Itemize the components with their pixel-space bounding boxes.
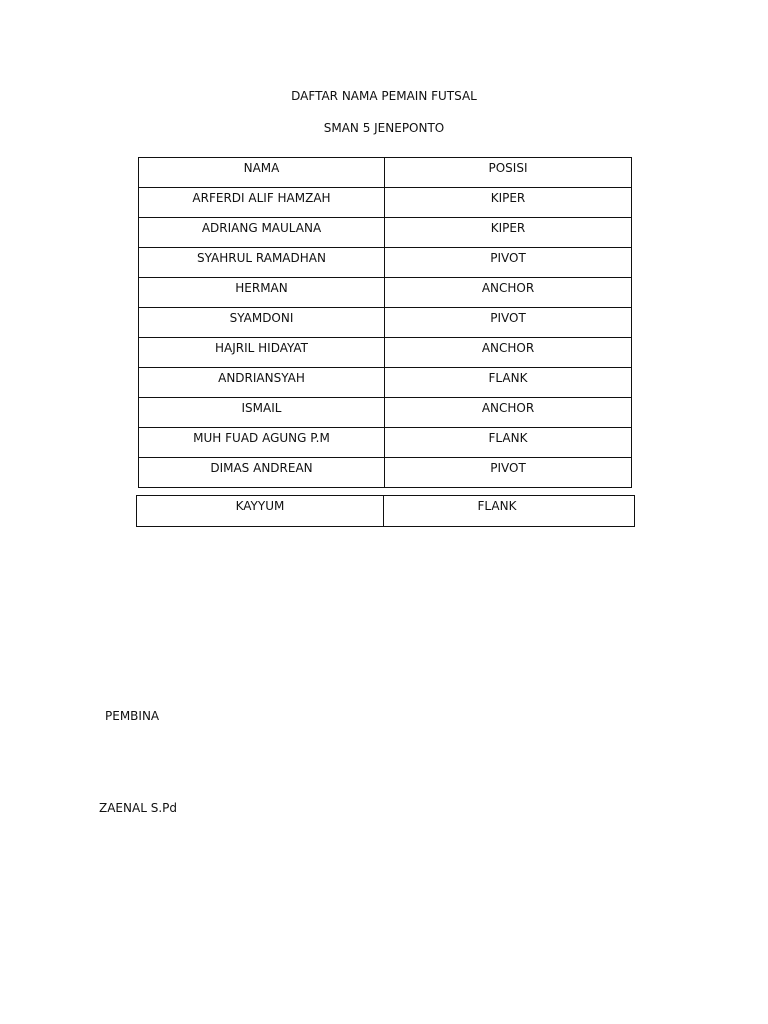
player-name-cell: DIMAS ANDREAN [139, 458, 385, 488]
header-posisi: POSISI [385, 158, 632, 188]
player-position-cell: PIVOT [385, 458, 632, 488]
player-position-cell: KIPER [385, 188, 632, 218]
player-position-cell: FLANK [385, 428, 632, 458]
player-position-cell: PIVOT [385, 308, 632, 338]
player-name-cell: ARFERDI ALIF HAMZAH [139, 188, 385, 218]
player-name-cell: ISMAIL [139, 398, 385, 428]
signatory-name: ZAENAL S.Pd [99, 801, 177, 815]
player-position-cell: ANCHOR [385, 278, 632, 308]
player-name-cell: ANDRIANSYAH [139, 368, 385, 398]
signatory-role: PEMBINA [105, 709, 160, 723]
player-name-cell: KAYYUM [137, 496, 384, 527]
table-row [139, 188, 632, 218]
table-row [139, 368, 632, 398]
table-row [139, 458, 632, 488]
player-position-cell: ANCHOR [385, 398, 632, 428]
table-row [139, 428, 632, 458]
table-row [139, 218, 632, 248]
player-name-cell: ADRIANG MAULANA [139, 218, 385, 248]
player-name-cell: MUH FUAD AGUNG P.M [139, 428, 385, 458]
player-table [138, 157, 632, 488]
player-name-cell: SYAHRUL RAMADHAN [139, 248, 385, 278]
player-name-cell: HERMAN [139, 278, 385, 308]
table-row [139, 248, 632, 278]
player-position-cell: KIPER [385, 218, 632, 248]
player-position-cell: FLANK [385, 368, 632, 398]
header-nama: NAMA [139, 158, 385, 188]
player-table-body [139, 158, 632, 488]
table-header-row [139, 158, 632, 188]
extra-player-table [136, 495, 635, 527]
document-subtitle: SMAN 5 JENEPONTO [323, 121, 445, 135]
player-position-cell: ANCHOR [385, 338, 632, 368]
table-row [139, 278, 632, 308]
table-row [139, 308, 632, 338]
player-name-cell: HAJRIL HIDAYAT [139, 338, 385, 368]
player-position-cell: PIVOT [385, 248, 632, 278]
table-row [137, 496, 635, 527]
document-title: DAFTAR NAMA PEMAIN FUTSAL [291, 89, 477, 103]
extra-player-table-body [137, 496, 635, 527]
table-row [139, 338, 632, 368]
table-row [139, 398, 632, 428]
player-position-cell: FLANK [384, 496, 635, 527]
player-name-cell: SYAMDONI [139, 308, 385, 338]
